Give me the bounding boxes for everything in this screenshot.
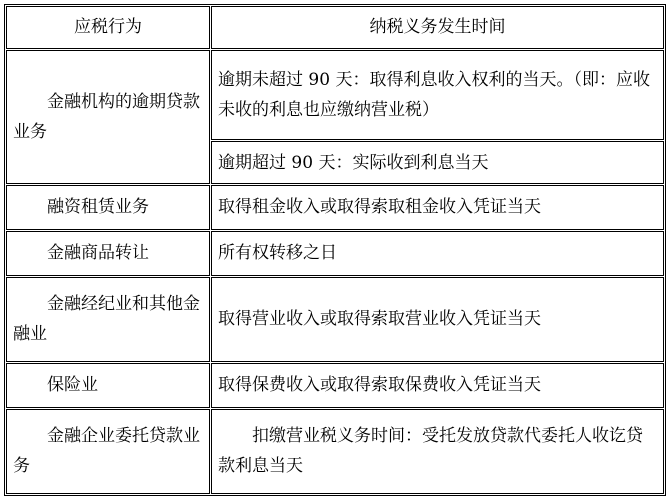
activity-cell: 保险业 <box>6 363 210 408</box>
time-cell: 逾期超过 90 天：实际收到利息当天 <box>211 141 664 184</box>
table-row <box>6 50 664 141</box>
activity-cell: 金融企业委托贷款业务 <box>6 409 210 494</box>
table-header-row <box>6 6 664 49</box>
table-row <box>6 409 664 494</box>
table-row <box>6 185 664 230</box>
header-activity: 应税行为 <box>6 6 210 49</box>
time-cell: 所有权转移之日 <box>211 231 664 276</box>
table-row <box>6 277 664 362</box>
activity-cell: 金融经纪业和其他金融业 <box>6 277 210 362</box>
time-cell: 逾期未超过 90 天：取得利息收入权利的当天。（即：应收未收的利息也应缴纳营业税） <box>211 50 664 141</box>
table-row <box>6 363 664 408</box>
time-cell: 取得租金收入或取得索取租金收入凭证当天 <box>211 185 664 230</box>
table-row <box>6 231 664 276</box>
header-obligation-time: 纳税义务发生时间 <box>211 6 664 49</box>
time-cell: 取得保费收入或取得索取保费收入凭证当天 <box>211 363 664 408</box>
activity-cell: 融资租赁业务 <box>6 185 210 230</box>
time-cell: 扣缴营业税义务时间：受托发放贷款代委托人收讫贷款利息当天 <box>211 409 664 494</box>
activity-cell: 金融商品转让 <box>6 231 210 276</box>
tax-obligation-table <box>4 4 666 496</box>
time-cell: 取得营业收入或取得索取营业收入凭证当天 <box>211 277 664 362</box>
activity-cell: 金融机构的逾期贷款业务 <box>6 50 210 184</box>
